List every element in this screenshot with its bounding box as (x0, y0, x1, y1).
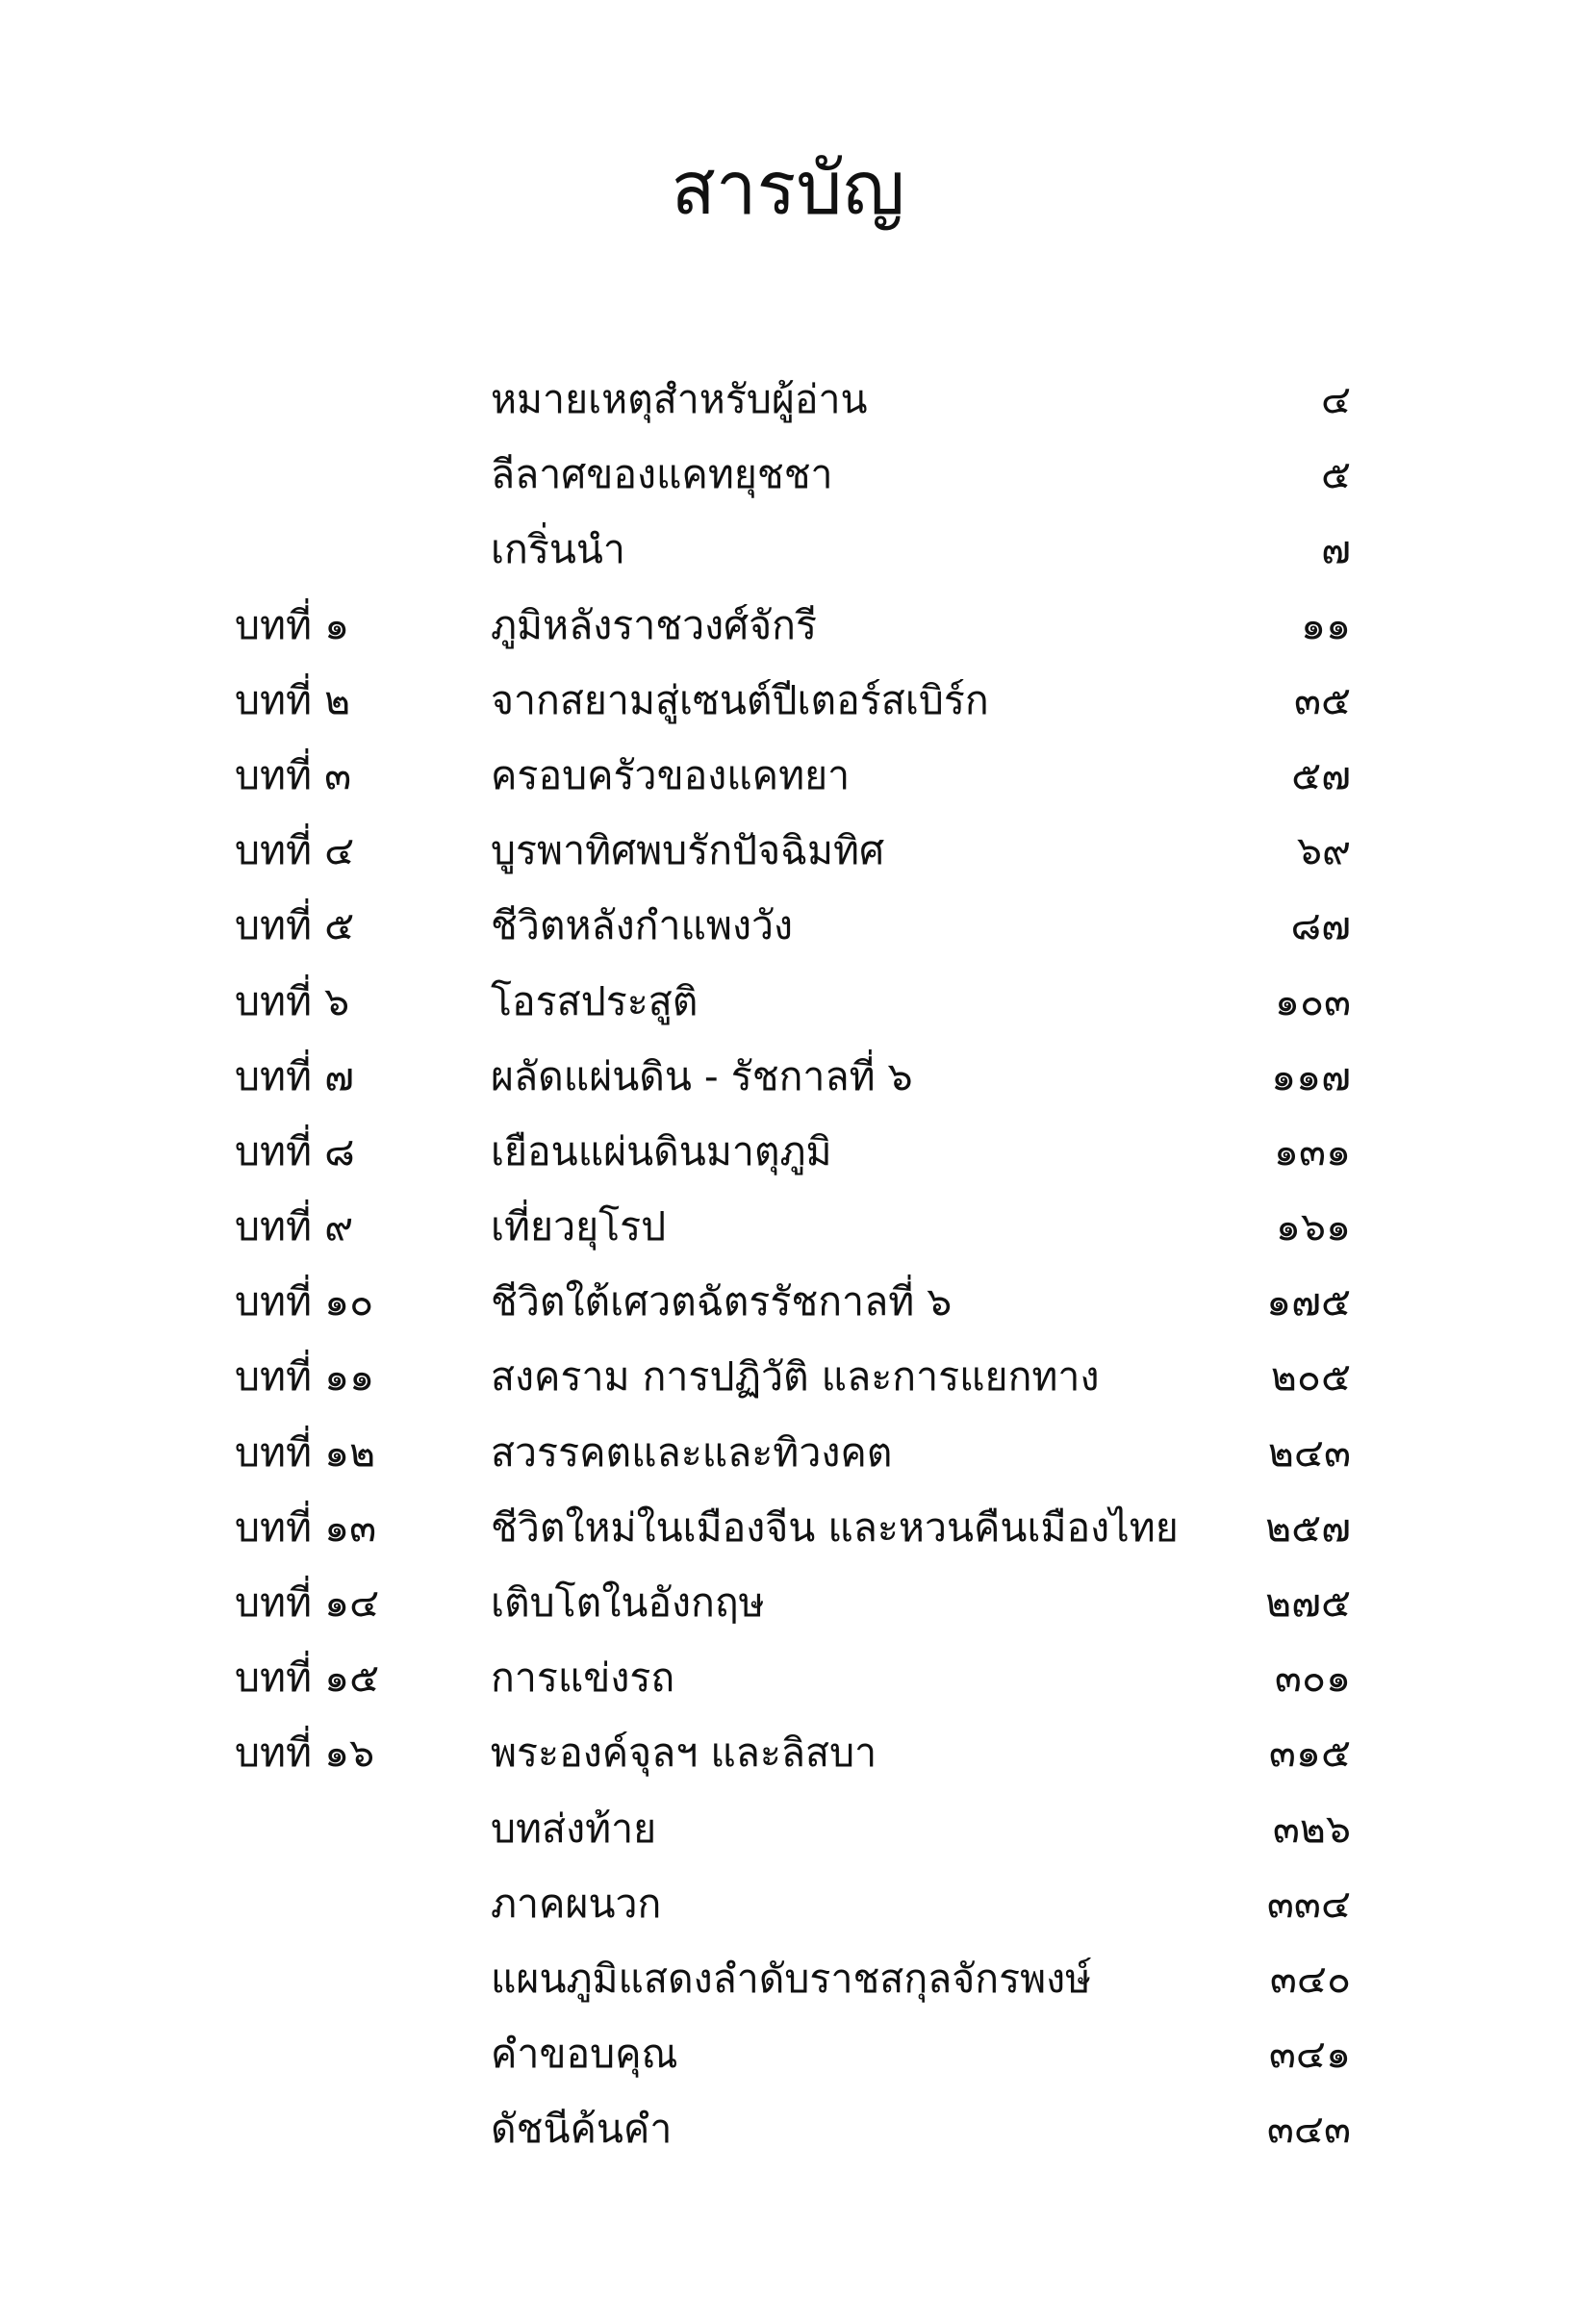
toc-entry (0, 512, 1576, 587)
toc-page-number: ๑๐๓ (1274, 977, 1351, 1024)
toc-entry (0, 1565, 1576, 1640)
toc-chapter-number: บทที่ ๓ (235, 751, 352, 798)
toc-entry (0, 1339, 1576, 1414)
table-of-contents (0, 362, 1576, 2167)
toc-entry (0, 1189, 1576, 1264)
toc-page-number: ๓๑๕ (1268, 1730, 1351, 1777)
toc-entry-title: ครอบครัวของแคทยา (491, 751, 851, 798)
toc-entry-title: เติบโตในอังกฤษ (491, 1579, 765, 1626)
toc-chapter-number: บทที่ ๑ (235, 601, 350, 648)
toc-entry (0, 362, 1576, 437)
toc-entry-title: บทส่งท้าย (491, 1805, 657, 1852)
toc-entry-title: เที่ยวยุโรป (491, 1203, 667, 1250)
toc-chapter-number: บทที่ ๑๒ (235, 1428, 376, 1476)
toc-entry (0, 964, 1576, 1039)
toc-page-number: ๒๕๗ (1265, 1503, 1351, 1551)
toc-entry-title: ดัชนีค้นคำ (491, 2106, 673, 2153)
toc-entry (0, 1264, 1576, 1339)
toc-entry (0, 1866, 1576, 1941)
toc-page-number: ๗ (1321, 526, 1351, 573)
toc-page-number: ๕๗ (1291, 751, 1351, 798)
toc-chapter-number: บทที่ ๑๑ (235, 1353, 375, 1401)
toc-page-number: ๑๖๑ (1275, 1203, 1351, 1250)
toc-entry-title: บูรพาทิศพบรักปัจฉิมทิศ (491, 827, 885, 874)
page-title: สารบัญ (671, 145, 905, 231)
toc-page-number: ๒๗๕ (1265, 1579, 1351, 1626)
toc-entry (0, 437, 1576, 512)
toc-entry-title: คำขอบคุณ (491, 2031, 678, 2078)
toc-page-number: ๑๑๗ (1271, 1052, 1351, 1099)
toc-entry (0, 1715, 1576, 1790)
toc-entry-title: สงคราม การปฏิวัติ และการแยกทาง (491, 1353, 1100, 1401)
toc-page-number: ๒๐๕ (1270, 1353, 1351, 1401)
toc-page-number: ๓๔๑ (1268, 2031, 1351, 2078)
toc-page-number: ๓๒๖ (1272, 1805, 1351, 1852)
toc-page-number: ๒๔๓ (1267, 1428, 1351, 1476)
toc-entry (0, 888, 1576, 963)
toc-entry-title: ชีวิตหลังกำแพงวัง (491, 902, 794, 949)
toc-page-number: ๔ (1320, 376, 1351, 422)
toc-entry (0, 588, 1576, 663)
toc-chapter-number: บทที่ ๕ (235, 902, 355, 949)
toc-page-number: ๑๓๑ (1273, 1127, 1351, 1175)
toc-page-number: ๓๓๔ (1266, 1880, 1351, 1927)
toc-entry (0, 1791, 1576, 1866)
toc-entry (0, 2091, 1576, 2166)
toc-chapter-number: บทที่ ๑๕ (235, 1655, 380, 1702)
toc-entry (0, 1039, 1576, 1114)
toc-entry (0, 2016, 1576, 2091)
toc-entry-title: เยือนแผ่นดินมาตุภูมิ (491, 1127, 832, 1175)
toc-chapter-number: บทที่ ๑๖ (235, 1730, 375, 1777)
toc-entry-title: ผลัดแผ่นดิน - รัชกาลที่ ๖ (491, 1052, 913, 1099)
toc-chapter-number: บทที่ ๖ (235, 977, 350, 1024)
toc-page-number: ๑๑ (1300, 601, 1351, 648)
toc-entry-title: โอรสประสูติ (491, 977, 699, 1024)
toc-entry-title: แผนภูมิแสดงลำดับราชสกุลจักรพงษ์ (491, 1955, 1092, 2002)
toc-page-number: ๕ (1320, 451, 1351, 498)
toc-entry-title: ชีวิตใต้เศวตฉัตรรัชกาลที่ ๖ (491, 1278, 953, 1326)
toc-page-number: ๓๐๑ (1274, 1655, 1351, 1702)
toc-entry (0, 1490, 1576, 1565)
toc-entry-title: หมายเหตุสำหรับผู้อ่าน (491, 376, 868, 422)
toc-page-number: ๓๔๓ (1266, 2106, 1351, 2153)
toc-page-number: ๓๕ (1293, 676, 1351, 723)
toc-chapter-number: บทที่ ๘ (235, 1127, 355, 1175)
toc-entry-title: จากสยามสู่เซนต์ปีเตอร์สเบิร์ก (491, 676, 989, 723)
toc-entry-title: ลีลาศของแคทยุชชา (491, 451, 833, 498)
toc-entry-title: สวรรคตและและทิวงคต (491, 1428, 893, 1476)
toc-chapter-number: บทที่ ๑๐ (235, 1278, 374, 1326)
toc-entry-title: ชีวิตใหม่ในเมืองจีน และหวนคืนเมืองไทย (491, 1503, 1179, 1551)
toc-entry-title: เกริ่นนำ (491, 526, 625, 573)
toc-chapter-number: บทที่ ๔ (235, 827, 355, 874)
toc-chapter-number: บทที่ ๗ (235, 1052, 354, 1099)
toc-entry-title: การแข่งรถ (491, 1655, 675, 1702)
toc-chapter-number: บทที่ ๙ (235, 1203, 354, 1250)
toc-page-number: ๓๔๐ (1269, 1955, 1351, 2002)
toc-entry (0, 1114, 1576, 1189)
toc-entry-title: พระองค์จุลฯ และลิสบา (491, 1730, 877, 1777)
toc-entry (0, 738, 1576, 813)
toc-chapter-number: บทที่ ๑๔ (235, 1579, 380, 1626)
toc-entry (0, 663, 1576, 738)
toc-entry (0, 813, 1576, 888)
toc-chapter-number: บทที่ ๒ (235, 676, 351, 723)
toc-page-number: ๖๙ (1296, 827, 1351, 874)
toc-entry (0, 1415, 1576, 1490)
toc-page-number: ๑๗๕ (1266, 1278, 1351, 1326)
toc-entry-title: ภูมิหลังราชวงศ์จักรี (491, 601, 818, 648)
toc-entry (0, 1941, 1576, 2016)
toc-entry-title: ภาคผนวก (491, 1880, 662, 1927)
toc-page-number: ๘๗ (1290, 902, 1351, 949)
toc-chapter-number: บทที่ ๑๓ (235, 1503, 377, 1551)
toc-entry (0, 1640, 1576, 1715)
